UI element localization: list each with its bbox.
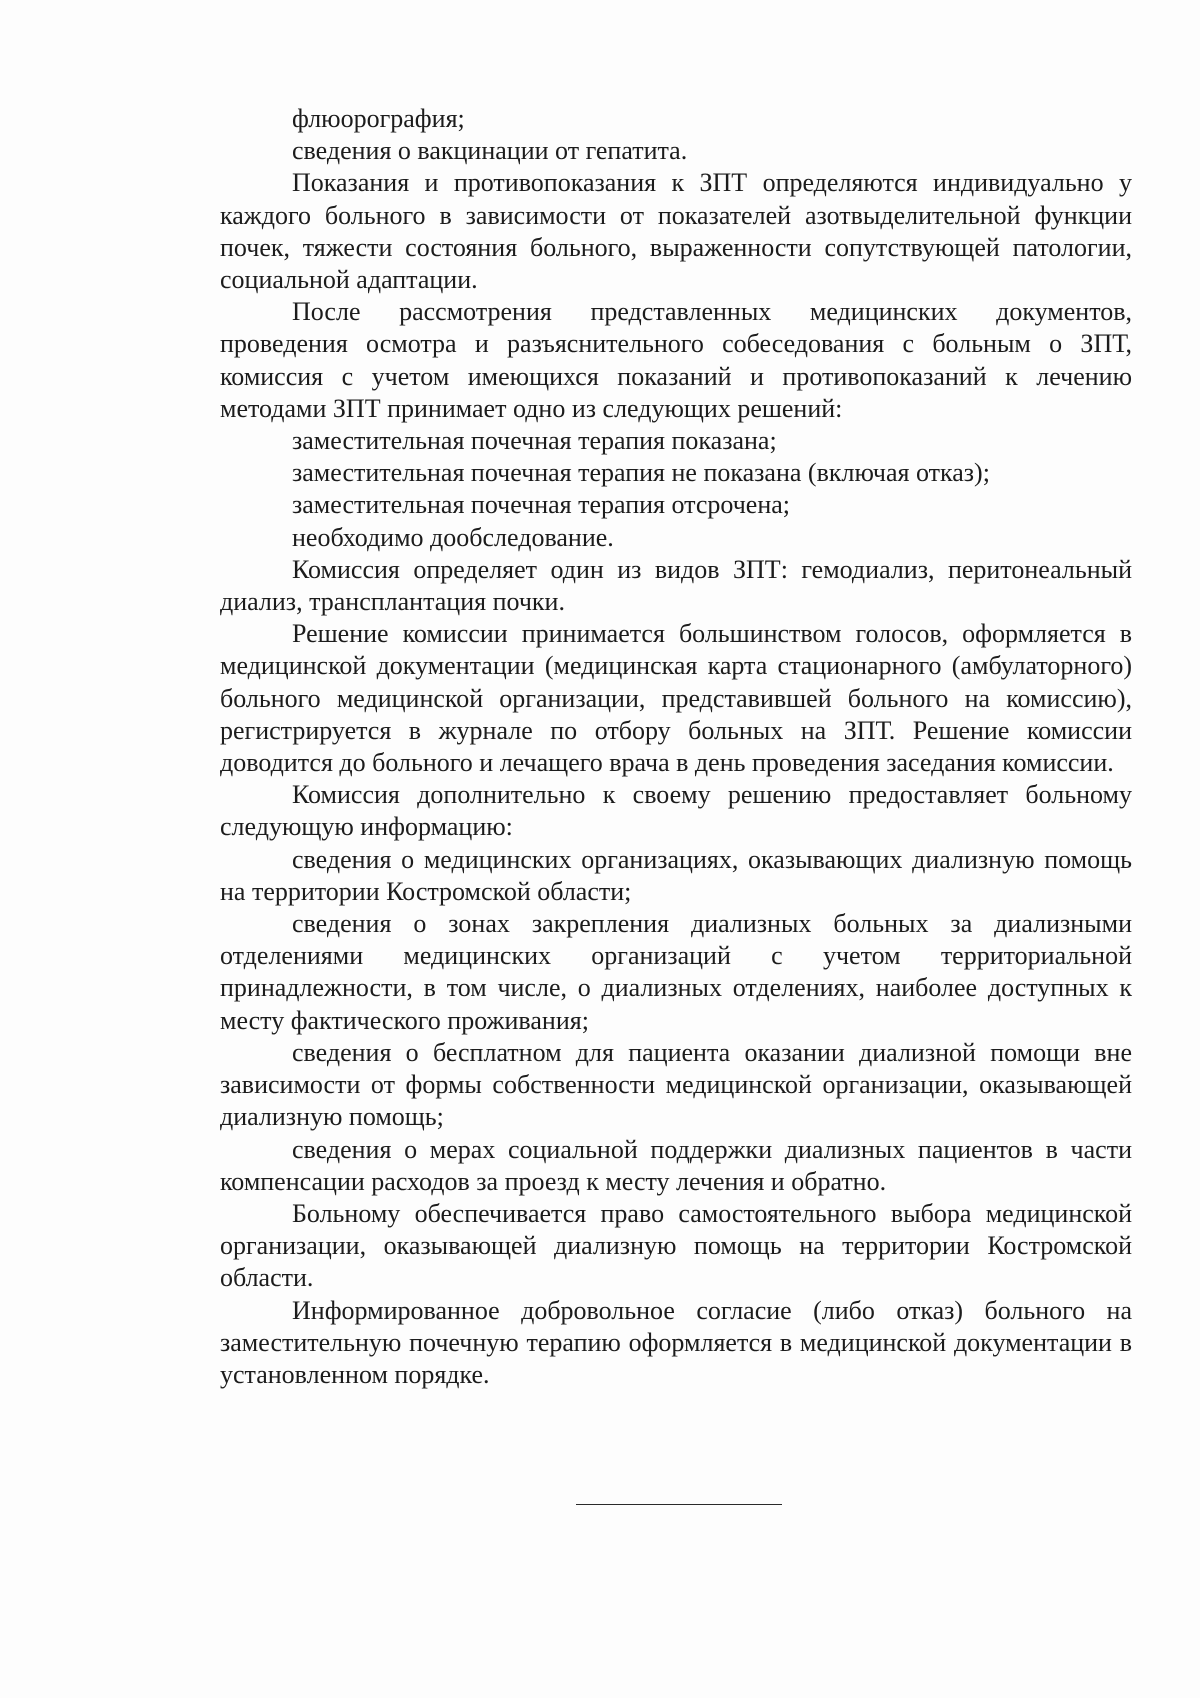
info-item-social-support: сведения о мерах социальной поддержки диализных пациентов в части компенсации расходов за проезд к месту лечения и обратно. xyxy=(220,1134,1132,1196)
document-body xyxy=(220,103,1132,1391)
decision-option-indicated: заместительная почечная терапия показана; xyxy=(292,426,777,456)
paragraph-informed-consent: Информированное добровольное согласие (либо отказ) больного на заместительную почечную терапию оформляется в медицинской документации в установленном порядке. xyxy=(220,1295,1132,1389)
paragraph-commission-decision: После рассмотрения представленных медицинских документов, проведения осмотра и разъяснительного собеседования с больным о ЗПТ, комиссия с учетом имеющихся показаний и противопоказаний к лечению методами ЗПТ принимает одно из следующих решений: xyxy=(220,297,1132,423)
list-item-fluorography: флюорография; xyxy=(292,104,465,133)
end-of-document-line xyxy=(576,1504,782,1505)
decision-option-not-indicated: заместительная почечная терапия не показана (включая отказ); xyxy=(292,458,990,488)
info-item-free-dialysis: сведения о бесплатном для пациента оказании диализной помощи вне зависимости от формы собственности медицинской организации, оказывающей диализную помощь; xyxy=(220,1037,1132,1132)
paragraph-rrt-types: Комиссия определяет один из видов ЗПТ: гемодиализ, перитонеальный диализ, трансплантация почки. xyxy=(220,554,1132,617)
decision-option-postponed: заместительная почечная терапия отсрочена; xyxy=(292,490,790,520)
paragraph-decision-process: Решение комиссии принимается большинством голосов, оформляется в медицинской документации (медицинская карта стационарного (амбулаторного) больного медицинской организации, представившей больного на комиссию), регистрируется в журнале по отбору больных на ЗПТ. Решение комиссии доводится до больного и лечащего врача в день проведения заседания комиссии. xyxy=(220,619,1132,778)
paragraph-indications: Показания и противопоказания к ЗПТ определяются индивидуально у каждого больного в зависимости от показателей азотвыделительной функции почек, тяжести состояния больного, выраженности сопутствующей патологии, социальной адаптации. xyxy=(220,168,1132,295)
list-item-hepatitis-vaccination: сведения о вакцинации от гепатита. xyxy=(292,136,688,166)
info-item-dialysis-organizations: сведения о медицинских организациях, оказывающих диализную помощь на территории Костромской области; xyxy=(220,844,1132,906)
paragraph-right-to-choose: Больному обеспечивается право самостоятельного выбора медицинской организации, оказывающей диализную помощь на территории Костромской области. xyxy=(220,1198,1132,1293)
decision-option-further-examination: необходимо дообследование. xyxy=(292,522,614,552)
paragraph-additional-information: Комиссия дополнительно к своему решению предоставляет больному следующую информацию: xyxy=(220,780,1132,842)
info-item-dialysis-zones: сведения о зонах закрепления диализных больных за диализными отделениями медицинских организаций с учетом территориальной принадлежности, в том числе, о диализных отделениях, наиболее доступных к месту фактического проживания; xyxy=(220,909,1132,1035)
